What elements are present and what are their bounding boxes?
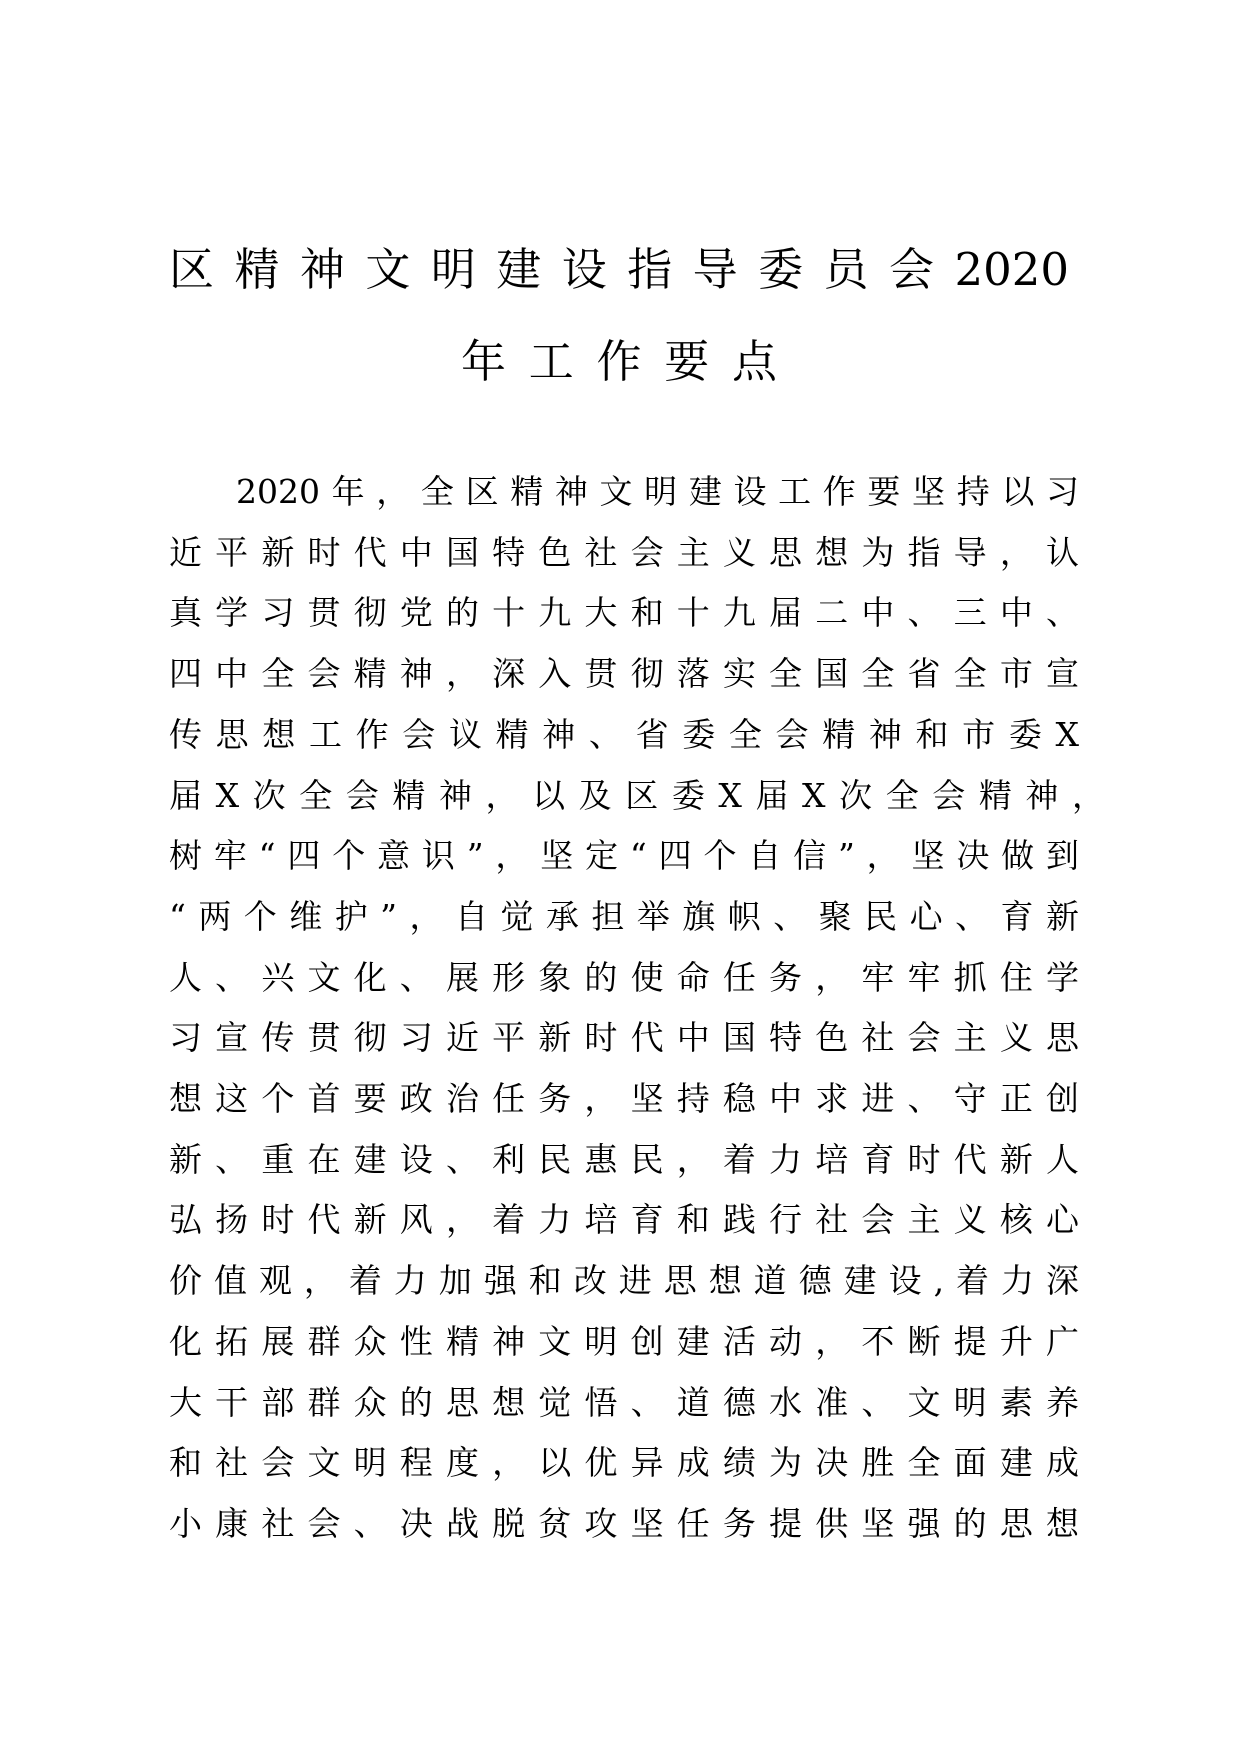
body-text-line: 想这个首要政治任务，坚持稳中求进、守正创 (169, 1079, 1079, 1118)
body-text-line: 弘扬时代新风，着力培育和践行社会主义核心 (169, 1200, 1079, 1240)
document-title-line-2: 年工作要点 (461, 335, 777, 388)
body-text-line: 人、兴文化、展形象的使命任务，牢牢抓住学 (169, 957, 1079, 997)
body-text-line: “两个维护”，自觉承担举旗帜、聚民心、育新 (169, 896, 1079, 936)
document-title-line-1: 区精神文明建设指导委员会2020 (169, 243, 1069, 296)
body-text-line: 大干部群众的思想觉悟、道德水准、文明素养 (169, 1382, 1079, 1422)
body-text-line: 树牢“四个意识”，坚定“四个自信”，坚决做到 (169, 836, 1079, 876)
body-text-line: 习宣传贯彻习近平新时代中国特色社会主义思 (169, 1018, 1079, 1058)
body-text-line: 和社会文明程度，以优异成绩为决胜全面建成 (169, 1443, 1079, 1483)
body-text-line: 小康社会、决战脱贫攻坚任务提供坚强的思想 (169, 1503, 1079, 1543)
body-text-line: 真学习贯彻党的十九大和十九届二中、三中、 (169, 593, 1079, 633)
body-text-line: 化拓展群众性精神文明创建活动，不断提升广 (169, 1321, 1079, 1361)
body-text-line: 传思想工作会议精神、省委全会精神和市委X (169, 714, 1079, 754)
body-text-line: 届X次全会精神，以及区委X届X次全会精神， (169, 775, 1105, 815)
body-text-line: 2020年，全区精神文明建设工作要坚持以习 (236, 472, 1079, 511)
body-text-line: 近平新时代中国特色社会主义思想为指导，认 (169, 532, 1079, 572)
body-text-line: 新、重在建设、利民惠民，着力培育时代新人 (169, 1139, 1079, 1179)
body-text-line: 四中全会精神，深入贯彻落实全国全省全市宣 (169, 654, 1079, 694)
body-text-line: 价值观，着力加强和改进思想道德建设,着力深 (169, 1261, 1079, 1301)
